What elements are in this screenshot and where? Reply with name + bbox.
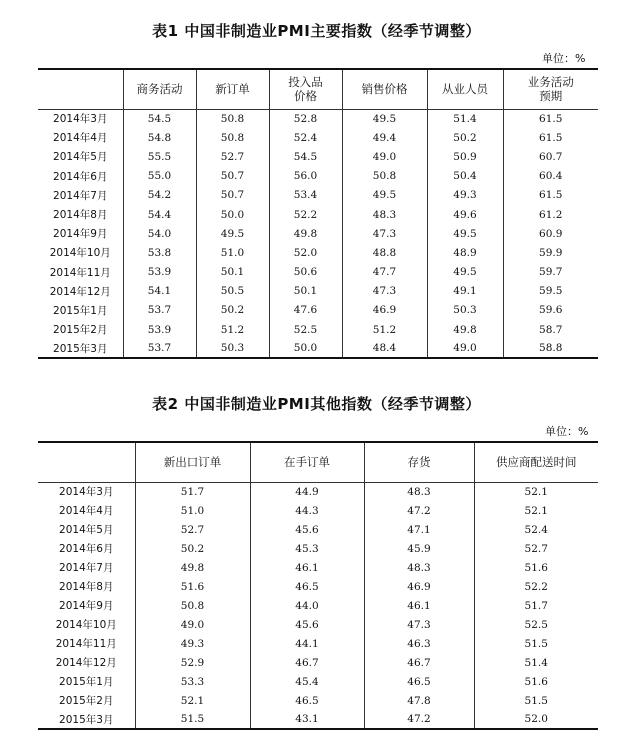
value-cell: 46.7	[250, 653, 364, 672]
value-cell: 52.7	[196, 147, 269, 166]
value-cell: 58.8	[503, 339, 598, 358]
value-cell: 55.5	[123, 147, 196, 166]
value-cell: 52.2	[269, 205, 342, 224]
table1-header-cell: 业务活动 预期	[503, 69, 598, 109]
table-row	[38, 634, 598, 653]
row-label-cell: 2014年6月	[53, 170, 108, 183]
value-cell: 52.0	[269, 243, 342, 262]
row-label-cell: 2014年11月	[49, 266, 111, 279]
table1	[38, 68, 598, 359]
value-cell: 60.7	[503, 147, 598, 166]
row-label-cell: 2015年3月	[59, 713, 114, 726]
row-label-cell: 2014年12月	[49, 285, 111, 298]
value-cell: 45.6	[250, 615, 364, 634]
value-cell: 50.3	[427, 301, 503, 320]
row-label-cell: 2014年9月	[53, 228, 108, 241]
value-cell: 51.7	[135, 482, 250, 501]
value-cell: 50.7	[196, 186, 269, 205]
value-cell: 50.8	[196, 109, 269, 128]
table1-header-cell: 从业人员	[427, 69, 503, 109]
row-label-cell: 2014年3月	[59, 486, 114, 499]
row-label-cell: 2014年3月	[53, 113, 108, 126]
value-cell: 51.4	[427, 109, 503, 128]
value-cell: 52.5	[269, 320, 342, 339]
value-cell: 46.3	[364, 634, 474, 653]
value-cell: 46.1	[364, 596, 474, 615]
value-cell: 53.9	[123, 320, 196, 339]
value-cell: 59.9	[503, 243, 598, 262]
value-cell: 49.5	[427, 224, 503, 243]
value-cell: 47.7	[342, 263, 427, 282]
value-cell: 61.2	[503, 205, 598, 224]
value-cell: 49.0	[427, 339, 503, 358]
table-row	[38, 615, 598, 634]
value-cell: 48.4	[342, 339, 427, 358]
value-cell: 49.1	[427, 282, 503, 301]
value-cell: 54.5	[269, 147, 342, 166]
table2-header-cell: 存货	[364, 442, 474, 482]
value-cell: 43.1	[250, 710, 364, 729]
value-cell: 53.7	[123, 301, 196, 320]
table1-header-cell: 销售价格	[342, 69, 427, 109]
table-row	[38, 577, 598, 596]
value-cell: 46.9	[342, 301, 427, 320]
row-label-cell: 2014年6月	[59, 543, 114, 555]
row-label-cell: 2014年7月	[53, 189, 108, 202]
value-cell: 52.9	[135, 653, 250, 672]
value-cell: 54.0	[123, 224, 196, 243]
value-cell: 48.3	[364, 482, 474, 501]
table-row	[38, 147, 598, 166]
table-row	[38, 596, 598, 615]
value-cell: 48.9	[427, 243, 503, 262]
value-cell: 50.8	[196, 128, 269, 147]
value-cell: 47.3	[342, 282, 427, 301]
value-cell: 54.5	[123, 109, 196, 128]
value-cell: 61.5	[503, 128, 598, 147]
value-cell: 46.1	[250, 558, 364, 577]
table2-header-cell: 供应商配送时间	[474, 442, 598, 482]
table-row	[38, 691, 598, 710]
row-label-cell: 2014年11月	[55, 638, 117, 650]
row-label-cell: 2014年5月	[59, 524, 114, 536]
table2-header-row	[38, 442, 598, 482]
value-cell: 47.3	[364, 615, 474, 634]
table-row	[38, 167, 598, 186]
value-cell: 50.4	[427, 167, 503, 186]
value-cell: 50.1	[269, 282, 342, 301]
value-cell: 49.4	[342, 128, 427, 147]
table-row	[38, 339, 598, 358]
value-cell: 51.2	[342, 320, 427, 339]
value-cell: 47.3	[342, 224, 427, 243]
value-cell: 60.4	[503, 167, 598, 186]
value-cell: 47.2	[364, 501, 474, 520]
row-label-cell: 2015年3月	[53, 342, 108, 355]
table-row	[38, 710, 598, 729]
table2	[38, 441, 598, 730]
value-cell: 49.5	[342, 109, 427, 128]
value-cell: 49.8	[427, 320, 503, 339]
value-cell: 50.0	[196, 205, 269, 224]
value-cell: 50.7	[196, 167, 269, 186]
value-cell: 53.3	[135, 672, 250, 691]
value-cell: 46.5	[364, 672, 474, 691]
value-cell: 47.2	[364, 710, 474, 729]
table1-header-cell: 商务活动	[123, 69, 196, 109]
row-label-cell: 2014年10月	[49, 247, 111, 260]
value-cell: 52.2	[474, 577, 598, 596]
value-cell: 51.6	[474, 558, 598, 577]
table-row	[38, 301, 598, 320]
table1-unit: 单位：%	[542, 52, 586, 65]
table-row	[38, 282, 598, 301]
value-cell: 52.7	[135, 520, 250, 539]
table2-header-cell	[38, 442, 135, 482]
value-cell: 50.3	[196, 339, 269, 358]
value-cell: 59.5	[503, 282, 598, 301]
value-cell: 50.0	[269, 339, 342, 358]
value-cell: 51.4	[474, 653, 598, 672]
value-cell: 52.1	[474, 501, 598, 520]
row-label-cell: 2014年7月	[59, 562, 114, 574]
value-cell: 44.0	[250, 596, 364, 615]
table2-header-cell: 在手订单	[250, 442, 364, 482]
table-row	[38, 558, 598, 577]
value-cell: 51.5	[135, 710, 250, 729]
value-cell: 59.6	[503, 301, 598, 320]
table-row	[38, 263, 598, 282]
row-label-cell: 2014年8月	[53, 209, 108, 222]
value-cell: 52.7	[474, 539, 598, 558]
table1-body	[38, 109, 598, 358]
value-cell: 52.0	[474, 710, 598, 729]
value-cell: 48.8	[342, 243, 427, 262]
value-cell: 50.6	[269, 263, 342, 282]
table1-header-cell	[38, 69, 123, 109]
value-cell: 52.4	[269, 128, 342, 147]
value-cell: 48.3	[342, 205, 427, 224]
value-cell: 59.7	[503, 263, 598, 282]
value-cell: 50.8	[135, 596, 250, 615]
value-cell: 58.7	[503, 320, 598, 339]
table-row	[38, 224, 598, 243]
value-cell: 50.9	[427, 147, 503, 166]
table2-header-cell: 新出口订单	[135, 442, 250, 482]
table-row	[38, 109, 598, 128]
table2-body	[38, 482, 598, 729]
row-label-cell: 2014年4月	[53, 132, 108, 145]
value-cell: 54.2	[123, 186, 196, 205]
value-cell: 44.9	[250, 482, 364, 501]
value-cell: 50.1	[196, 263, 269, 282]
value-cell: 53.9	[123, 263, 196, 282]
value-cell: 53.4	[269, 186, 342, 205]
table-row	[38, 653, 598, 672]
value-cell: 49.8	[269, 224, 342, 243]
table-row	[38, 672, 598, 691]
value-cell: 50.8	[342, 167, 427, 186]
value-cell: 46.5	[250, 577, 364, 596]
value-cell: 52.1	[474, 482, 598, 501]
value-cell: 52.8	[269, 109, 342, 128]
value-cell: 44.1	[250, 634, 364, 653]
table1-title: 表1 中国非制造业PMI主要指数（经季节调整）	[152, 22, 481, 40]
value-cell: 45.6	[250, 520, 364, 539]
value-cell: 44.3	[250, 501, 364, 520]
value-cell: 45.4	[250, 672, 364, 691]
value-cell: 60.9	[503, 224, 598, 243]
table1-header-cell: 新订单	[196, 69, 269, 109]
value-cell: 52.4	[474, 520, 598, 539]
value-cell: 47.1	[364, 520, 474, 539]
table-row	[38, 205, 598, 224]
value-cell: 50.2	[427, 128, 503, 147]
value-cell: 51.2	[196, 320, 269, 339]
value-cell: 56.0	[269, 167, 342, 186]
table1-header-cell: 投入品 价格	[269, 69, 342, 109]
value-cell: 46.7	[364, 653, 474, 672]
value-cell: 53.8	[123, 243, 196, 262]
value-cell: 46.9	[364, 577, 474, 596]
value-cell: 51.5	[474, 634, 598, 653]
table-row	[38, 243, 598, 262]
value-cell: 50.2	[196, 301, 269, 320]
value-cell: 55.0	[123, 167, 196, 186]
row-label-cell: 2014年10月	[55, 619, 117, 631]
value-cell: 54.8	[123, 128, 196, 147]
table-row	[38, 186, 598, 205]
row-label-cell: 2015年2月	[53, 324, 108, 337]
row-label-cell: 2014年4月	[59, 505, 114, 517]
row-label-cell: 2014年9月	[59, 600, 114, 612]
table-row	[38, 128, 598, 147]
table-row	[38, 539, 598, 558]
value-cell: 50.5	[196, 282, 269, 301]
table2-unit: 单位：%	[545, 425, 589, 438]
value-cell: 51.7	[474, 596, 598, 615]
row-label-cell: 2014年8月	[59, 581, 114, 593]
table2-title: 表2 中国非制造业PMI其他指数（经季节调整）	[152, 395, 481, 413]
value-cell: 48.3	[364, 558, 474, 577]
value-cell: 47.6	[269, 301, 342, 320]
value-cell: 50.2	[135, 539, 250, 558]
row-label-cell: 2014年5月	[53, 151, 108, 164]
value-cell: 52.1	[135, 691, 250, 710]
table-row	[38, 501, 598, 520]
value-cell: 45.9	[364, 539, 474, 558]
value-cell: 49.3	[135, 634, 250, 653]
value-cell: 47.8	[364, 691, 474, 710]
value-cell: 53.7	[123, 339, 196, 358]
value-cell: 61.5	[503, 186, 598, 205]
row-label-cell: 2015年2月	[59, 695, 114, 707]
value-cell: 49.0	[135, 615, 250, 634]
value-cell: 52.5	[474, 615, 598, 634]
row-label-cell: 2015年1月	[59, 676, 114, 688]
table-row	[38, 482, 598, 501]
value-cell: 49.5	[196, 224, 269, 243]
value-cell: 54.1	[123, 282, 196, 301]
value-cell: 49.5	[427, 263, 503, 282]
row-label-cell: 2015年1月	[53, 304, 108, 317]
value-cell: 51.6	[135, 577, 250, 596]
table1-header-row	[38, 69, 598, 109]
value-cell: 46.5	[250, 691, 364, 710]
value-cell: 49.8	[135, 558, 250, 577]
table-row	[38, 520, 598, 539]
value-cell: 51.6	[474, 672, 598, 691]
row-label-cell: 2014年12月	[55, 657, 117, 669]
value-cell: 49.5	[342, 186, 427, 205]
table-row	[38, 320, 598, 339]
value-cell: 51.0	[196, 243, 269, 262]
value-cell: 51.0	[135, 501, 250, 520]
value-cell: 49.3	[427, 186, 503, 205]
value-cell: 54.4	[123, 205, 196, 224]
value-cell: 49.0	[342, 147, 427, 166]
value-cell: 49.6	[427, 205, 503, 224]
value-cell: 51.5	[474, 691, 598, 710]
value-cell: 45.3	[250, 539, 364, 558]
value-cell: 61.5	[503, 109, 598, 128]
